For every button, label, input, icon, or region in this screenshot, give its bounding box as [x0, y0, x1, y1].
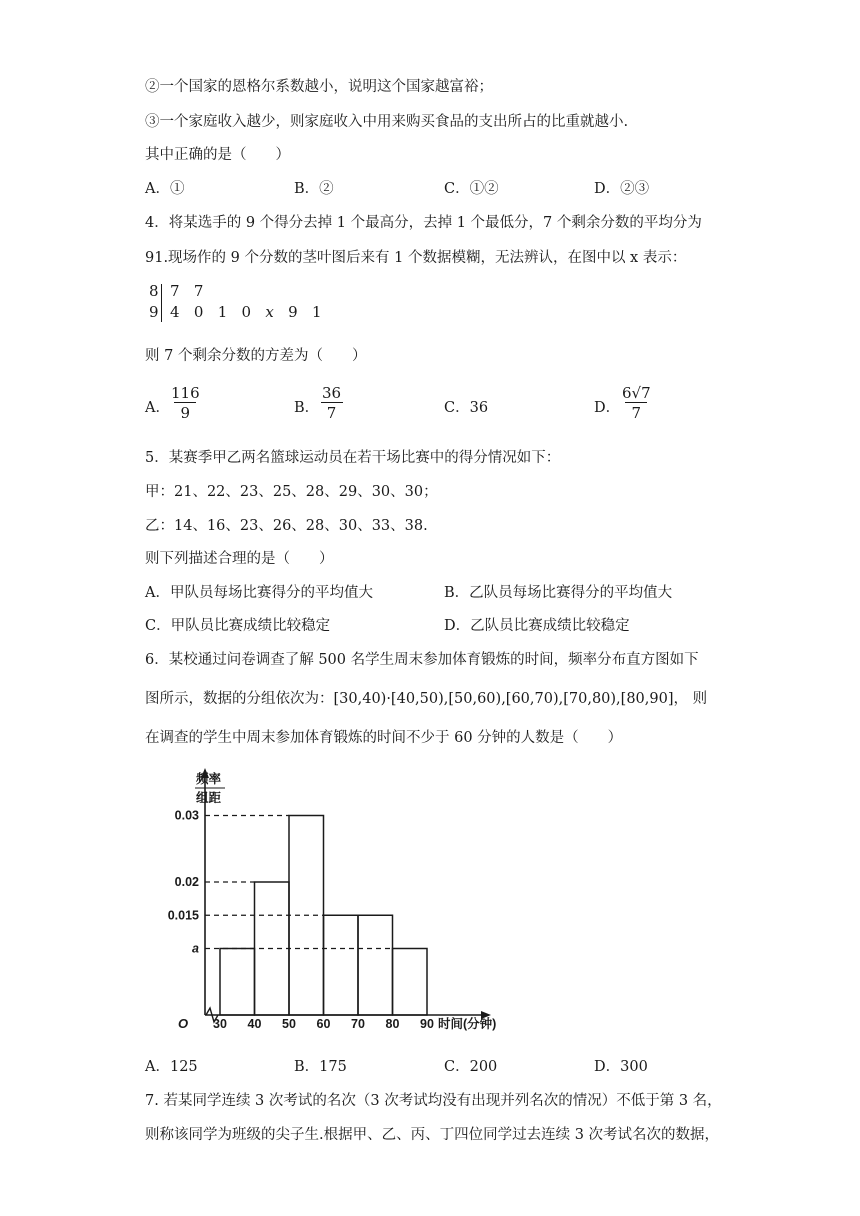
q5-option-b[interactable]: B．乙队员每场比赛得分的平均值大 [444, 585, 673, 601]
leaves-row-8: 7 7 [170, 282, 204, 300]
histogram-bar [358, 915, 393, 1015]
q5-option-d[interactable]: D．乙队员比赛成绩比较稳定 [444, 618, 630, 634]
q4-option-a-label: A． [145, 400, 170, 416]
q5-option-a[interactable]: A．甲队员每场比赛得分的平均值大 [145, 585, 373, 601]
fraction-b-numerator: 36 [322, 384, 342, 402]
fraction-d-denominator: 7 [625, 402, 647, 423]
histogram-bar [220, 949, 255, 1016]
q6-option-c[interactable]: C．200 [444, 1059, 498, 1075]
q4-prompt: 则 7 个剩余分数的方差为（ ） [145, 348, 367, 364]
x-tick-label: 40 [247, 1017, 262, 1031]
x-tick-label: 70 [351, 1017, 365, 1031]
q6-option-d[interactable]: D．300 [594, 1059, 648, 1075]
q5-jia-scores: 甲：21、22、23、25、28、29、30、30； [145, 484, 438, 500]
q4-option-b-label: B． [294, 400, 320, 416]
leaves-row-9: 4 0 1 0 x 9 1 [170, 303, 322, 321]
stem-leaf-plot [145, 282, 345, 326]
q7-stem-line-1: 7. 若某同学连续 3 次考试的名次（3 次考试均没有出现并列名次的情况）不低于第 3 名， [145, 1093, 722, 1109]
x-tick-label: 60 [316, 1017, 331, 1031]
blurred-leaf: x [265, 303, 274, 321]
q4-stem-line-2: 91.现场作的 9 个分数的茎叶图后来有 1 个数据模糊，无法辨认，在图中以 x 表示： [145, 250, 687, 266]
x-axis-label: 时间(分钟) [438, 1017, 497, 1031]
q6-stem-line-2: 图所示，数据的分组依次为：[30,40)·[40,50),[50,60),[60,70),[70,80),[80,90]， 则 [145, 691, 708, 707]
fraction-b [320, 384, 343, 423]
fraction-a [169, 384, 202, 423]
y-tick-label: 0.015 [167, 908, 199, 923]
q3-option-a[interactable]: A．① [145, 181, 185, 197]
q4-option-c[interactable]: C．36 [444, 400, 489, 416]
q3-statement-3: ③一个家庭收入越少，则家庭收入中用来购买食品的支出所占的比重就越小. [145, 114, 629, 130]
y-tick-label: 0.03 [174, 808, 199, 823]
q3-option-d[interactable]: D．②③ [594, 181, 650, 197]
fraction-a-numerator: 116 [171, 384, 200, 402]
q6-stem-line-1: 6．某校通过问卷调查了解 500 名学生周末参加体育锻炼的时间，频率分布直方图如下 [145, 652, 699, 668]
x-tick-label: 30 [213, 1017, 227, 1031]
q4-option-d-label: D． [594, 400, 621, 416]
frequency-histogram [160, 760, 520, 1040]
y-axis-label-bottom: 组距 [196, 791, 222, 805]
y-tick-label: 0.02 [174, 875, 199, 889]
q7-stem-line-2: 则称该同学为班级的尖子生.根据甲、乙、丙、丁四位同学过去连续 3 次考试名次的数据， [145, 1127, 720, 1143]
histogram-bar [324, 915, 359, 1015]
q6-option-a[interactable]: A．125 [145, 1059, 198, 1075]
x-tick-label: 50 [282, 1017, 296, 1031]
origin-label: O [178, 1016, 189, 1031]
q4-stem-line-1: 4．将某选手的 9 个得分去掉 1 个最高分，去掉 1 个最低分，7 个剩余分数的平均分为 [145, 215, 702, 231]
fraction-d-numerator: 6√7 [622, 384, 651, 402]
stem-9: 9 [149, 303, 159, 321]
q5-option-c[interactable]: C．甲队员比赛成绩比较稳定 [145, 618, 331, 634]
y-axis-label-top: 频率 [196, 772, 222, 786]
q6-option-b[interactable]: B．175 [294, 1059, 347, 1075]
x-tick-label: 80 [385, 1017, 400, 1031]
x-tick-label: 90 [420, 1017, 434, 1031]
q5-yi-scores: 乙：14、16、23、26、28、30、33、38. [145, 518, 428, 534]
histogram-bar [393, 949, 428, 1016]
q3-statement-2: ②一个国家的恩格尔系数越小，说明这个国家越富裕； [145, 79, 493, 95]
y-tick-label: a [192, 941, 199, 956]
fraction-d [620, 384, 653, 423]
stem-8: 8 [149, 282, 159, 300]
q5-stem: 5．某赛季甲乙两名篮球运动员在若干场比赛中的得分情况如下： [145, 450, 561, 466]
stem-leaf-divider [161, 284, 162, 322]
q3-option-b[interactable]: B．② [294, 181, 334, 197]
fraction-b-denominator: 7 [321, 402, 343, 423]
fraction-a-denominator: 9 [174, 402, 196, 423]
q3-prompt: 其中正确的是（ ） [145, 147, 290, 163]
q3-option-c[interactable]: C．①② [444, 181, 499, 197]
q5-prompt: 则下列描述合理的是（ ） [145, 551, 334, 567]
q6-stem-line-3: 在调查的学生中周末参加体育锻炼的时间不少于 60 分钟的人数是（ ） [145, 730, 623, 746]
